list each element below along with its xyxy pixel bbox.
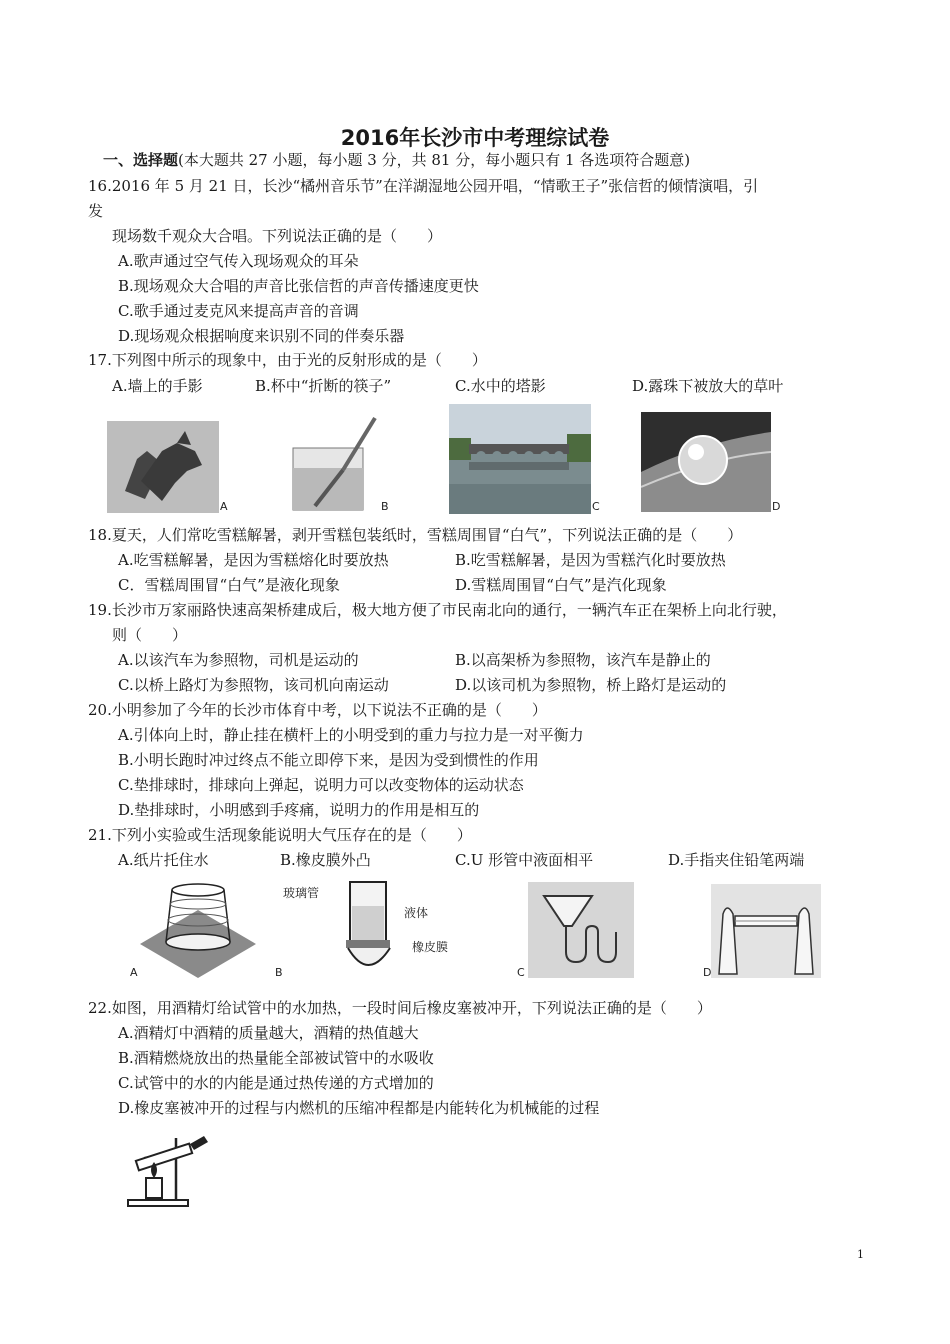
q19-option-c: C.以桥上路灯为参照物，该司机向南运动 [118,676,389,694]
q21-figure-d-label: D [703,966,712,979]
page-title: 2016年长沙市中考理综试卷 [340,126,610,150]
q18-option-d: D.雪糕周围冒“白气”是汽化现象 [455,576,667,594]
q17-figure-d-label: D [772,500,781,513]
q16-option-a: A.歌声通过空气传入现场观众的耳朵 [118,252,359,270]
q19-stem-line2: 则（ ） [112,626,188,644]
q21-figure-u-tube [528,882,634,978]
q20-option-b: B.小明长跑时冲过终点不能立即停下来，是因为受到惯性的作用 [118,751,539,769]
q20-option-d: D.垫排球时，小明感到手疼痛，说明力的作用是相互的 [118,801,480,819]
q21-figure-b-label: B [275,966,283,979]
section-note: (本大题共 27 小题，每小题 3 分，共 81 分，每小题只有 1 各选项符合题意) [178,151,691,169]
q21-stem: 21.下列小实验或生活现象能说明大气压存在的是（ ） [88,826,472,844]
q19-option-a: A.以该汽车为参照物，司机是运动的 [118,651,359,669]
q17-figure-b-label: B [381,500,389,513]
q22-option-a: A.酒精灯中酒精的质量越大，酒精的热值越大 [118,1024,419,1042]
q17-option-c: C.水中的塔影 [455,377,546,395]
q21-figure-paper-holds-water [138,880,258,978]
q22-option-b: B.酒精燃烧放出的热量能全部被试管中的水吸收 [118,1049,434,1067]
q20-option-c: C.垫排球时，排球向上弹起，说明力可以改变物体的运动状态 [118,776,524,794]
q21-option-d: D.手指夹住铅笔两端 [668,851,805,869]
q21-option-b: B.橡皮膜外凸 [280,851,371,869]
q22-stem: 22.如图，用酒精灯给试管中的水加热，一段时间后橡皮塞被冲开，下列说法正确的是（ ） [88,999,712,1017]
q17-option-a: A.墙上的手影 [112,377,203,395]
q19-option-d: D.以该司机为参照物，桥上路灯是运动的 [455,676,727,694]
section-label: 一、选择题 [103,151,179,169]
q21-label-membrane: 橡皮膜 [412,940,449,954]
q21-figure-a-label: A [130,966,138,979]
q17-figure-dewdrop-leaf [641,412,771,512]
page-number: 1 [857,1248,864,1261]
q22-figure-alcohol-lamp-heating [124,1128,214,1208]
q16-stem-line1b: 发 [88,202,104,220]
q17-figure-a-label: A [220,500,228,513]
q20-stem: 20.小明参加了今年的长沙市体育中考，以下说法不正确的是（ ） [88,701,547,719]
q21-figure-c-label: C [517,966,525,979]
q16-option-d: D.现场观众根据响度来识别不同的伴奏乐器 [118,327,405,345]
q18-option-c: C．雪糕周围冒“白气”是液化现象 [118,576,340,594]
q17-figure-tower-reflection [449,404,591,514]
section-header [103,150,690,170]
q21-option-a: A.纸片托住水 [118,851,209,869]
q17-option-b: B.杯中“折断的筷子” [255,377,392,395]
q21-figure-membrane-bulge [340,878,400,974]
q21-label-glass-tube: 玻璃管 [283,886,320,900]
q16-stem-line2: 现场数千观众大合唱。下列说法正确的是（ ） [112,227,443,245]
q16-stem-line1: 16.2016 年 5 月 21 日，长沙“橘州音乐节”在洋湖湿地公园开唱，“情歌王子”张信哲的倾情演唱，引 [88,177,759,195]
q21-option-c: C.U 形管中液面相平 [455,851,594,869]
q17-figure-hand-shadow [107,421,219,513]
q17-stem: 17.下列图中所示的现象中，由于光的反射形成的是（ ） [88,351,487,369]
q17-option-d: D.露珠下被放大的草叶 [632,377,784,395]
q19-stem-line1: 19.长沙市万家丽路快速高架桥建成后，极大地方便了市民南北向的通行，一辆汽车正在架桥上向北行驶， [88,601,787,619]
q16-option-c: C.歌手通过麦克风来提高声音的音调 [118,302,359,320]
q17-figure-c-label: C [592,500,600,513]
q16-option-b: B.现场观众大合唱的声音比张信哲的声音传播速度更快 [118,277,479,295]
q21-figure-pencil-fingers [711,884,821,978]
q20-option-a: A.引体向上时，静止挂在横杆上的小明受到的重力与拉力是一对平衡力 [118,726,584,744]
q22-option-c: C.试管中的水的内能是通过热传递的方式增加的 [118,1074,434,1092]
q18-option-b: B.吃雪糕解暑，是因为雪糕汽化时要放热 [455,551,726,569]
q21-label-liquid: 液体 [404,906,429,920]
q18-stem: 18.夏天，人们常吃雪糕解暑，剥开雪糕包装纸时，雪糕周围冒“白气”，下列说法正确的是（ ） [88,526,743,544]
q18-option-a: A.吃雪糕解暑，是因为雪糕熔化时要放热 [118,551,389,569]
q22-option-d: D.橡皮塞被冲开的过程与内燃机的压缩冲程都是内能转化为机械能的过程 [118,1099,600,1117]
q17-figure-chopstick-cup [285,416,383,514]
q19-option-b: B.以高架桥为参照物，该汽车是静止的 [455,651,711,669]
